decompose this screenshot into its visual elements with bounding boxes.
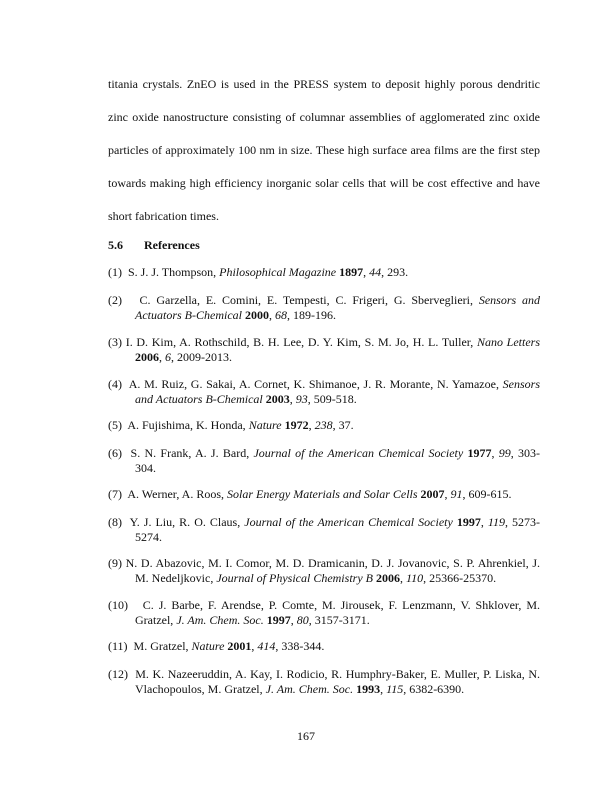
ref-pages: 338-344.	[281, 639, 325, 653]
ref-volume: 6	[165, 350, 171, 364]
ref-journal: Journal of Physical Chemistry B	[216, 571, 373, 585]
ref-pages: 509-518.	[313, 392, 357, 406]
ref-journal: J. Am. Chem. Soc.	[265, 682, 354, 696]
ref-journal: Journal of the American Chemical Society	[253, 446, 464, 460]
ref-volume: 119	[487, 515, 505, 529]
ref-year: 2006	[135, 350, 159, 364]
reference-item: (8) Y. J. Liu, R. O. Claus, Journal of the American Chemical Society 1997, 119, 5273- 5274.	[108, 515, 541, 544]
paragraph-line: particles of approximately 100 nm in size. These high surface area films are the first step	[108, 143, 540, 157]
ref-pages: 293.	[387, 265, 409, 279]
ref-volume: 414	[257, 639, 276, 653]
ref-year: 1977	[467, 446, 492, 460]
ref-number: (10)	[108, 598, 128, 612]
ref-pages: 6382-6390.	[409, 682, 465, 696]
ref-authors: N. D. Abazovic, M. I. Comor, M. D. Dramicanin, D. J. Jovanovic, S. P. Ahrenkiel, J.	[125, 556, 540, 570]
paragraph-line: towards making high efficiency inorganic solar cells that will be cost effective and have	[108, 176, 540, 190]
reference-item: (10) C. J. Barbe, F. Arendse, P. Comte, M. Jirousek, F. Lenzmann, V. Shklover, M. Gratzel, J. Am. Chem. Soc. 1997, 80, 3157-3171.	[108, 598, 541, 627]
ref-number: (3)	[108, 335, 122, 349]
ref-year: 2006	[375, 571, 400, 585]
reference-item: (12) M. K. Nazeeruddin, A. Kay, I. Rodicio, R. Humphry-Baker, E. Muller, P. Liska, N. Vlachopoulos, M. Gratzel, J. Am. Chem. Soc. 1993, 115, 6382-6390.	[108, 667, 541, 696]
reference-item: (3) I. D. Kim, A. Rothschild, B. H. Lee, D. Y. Kim, S. M. Jo, H. L. Tuller, Nano Letters 2006, 6, 2009-2013.	[108, 335, 541, 364]
reference-item: (2) C. Garzella, E. Comini, E. Tempesti, C. Frigeri, G. Sberveglieri, Sensors and Actuators B-Chemical 2000, 68, 189-196.	[108, 293, 541, 322]
ref-volume: 80	[296, 613, 309, 627]
ref-number: (6)	[108, 446, 122, 460]
ref-journal: Journal of the American Chemical Society	[244, 515, 453, 529]
ref-journal: and Actuators B-Chemical	[135, 392, 263, 406]
ref-number: (1)	[108, 265, 122, 279]
ref-journal: J. Am. Chem. Soc.	[176, 613, 264, 627]
ref-number: (4)	[108, 377, 122, 391]
section-number: 5.6	[108, 238, 123, 252]
section-heading	[108, 238, 200, 253]
ref-volume: 91	[450, 487, 463, 501]
reference-item: (7) A. Werner, A. Roos, Solar Energy Materials and Solar Cells 2007, 91, 609-615.	[108, 487, 512, 501]
ref-authors: A. Fujishima, K. Honda,	[127, 418, 249, 432]
ref-pages: 25366-25370.	[429, 571, 497, 585]
ref-authors: A. M. Ruiz, G. Sakai, A. Cornet, K. Shimanoe, J. R. Morante, N. Yamazoe,	[128, 377, 503, 391]
ref-journal: Nano Letters	[476, 335, 541, 349]
ref-pages: 5274.	[135, 530, 162, 544]
page-number: 167	[297, 729, 315, 743]
ref-volume: 99	[498, 446, 511, 460]
ref-journal: Solar Energy Materials and Solar Cells	[227, 487, 418, 501]
reference-item: (11) M. Gratzel, Nature 2001, 414, 338-344.	[108, 639, 325, 653]
ref-authors: I. D. Kim, A. Rothschild, B. H. Lee, D. Y. Kim, S. M. Jo, H. L. Tuller,	[125, 335, 477, 349]
ref-year: 2001	[227, 639, 252, 653]
ref-authors: S. N. Frank, A. J. Bard,	[130, 446, 254, 460]
ref-volume: 110	[405, 571, 424, 585]
ref-number: (2)	[108, 293, 122, 307]
ref-journal: Nature	[191, 639, 225, 653]
ref-journal: Actuators B-Chemical	[135, 308, 242, 322]
ref-number: (5)	[108, 418, 122, 432]
ref-authors: A. Werner, A. Roos,	[127, 487, 227, 501]
ref-volume: 93	[295, 392, 308, 406]
ref-pages: 303-	[518, 446, 540, 460]
ref-authors: Vlachopoulos, M. Gratzel,	[135, 682, 266, 696]
ref-year: 1972	[284, 418, 309, 432]
ref-pages: 304.	[135, 461, 156, 475]
ref-volume: 68	[274, 308, 287, 322]
section-title: References	[144, 238, 200, 252]
ref-year: 2000	[244, 308, 269, 322]
ref-number: (9)	[108, 556, 122, 570]
ref-year: 1997	[266, 613, 291, 627]
ref-number: (11)	[108, 639, 128, 653]
ref-authors: C. J. Barbe, F. Arendse, P. Comte, M. Jirousek, F. Lenzmann, V. Shklover, M.	[142, 598, 541, 612]
ref-pages: 3157-3171.	[314, 613, 370, 627]
reference-item: (9) N. D. Abazovic, M. I. Comor, M. D. Dramicanin, D. J. Jovanovic, S. P. Ahrenkiel, J. M. Nedeljkovic, Journal of Physical Chemistry B 2006, 110, 25366-25370.	[108, 556, 540, 585]
ref-year: 2007	[420, 487, 445, 501]
ref-year: 2003	[265, 392, 290, 406]
paragraph-line: titania crystals. ZnEO is used in the PRESS system to deposit highly porous dendritic	[108, 77, 540, 91]
ref-authors: M. Gratzel,	[133, 639, 192, 653]
ref-pages: 2009-2013.	[177, 350, 232, 364]
ref-authors: M. K. Nazeeruddin, A. Kay, I. Rodicio, R. Humphry-Baker, E. Muller, P. Liska, N.	[135, 667, 541, 681]
ref-journal: Nature	[248, 418, 282, 432]
ref-authors: M. Nedeljkovic,	[135, 571, 217, 585]
ref-authors: Y. J. Liu, R. O. Claus,	[129, 515, 245, 529]
ref-pages: 609-615.	[468, 487, 512, 501]
ref-journal: Philosophical Magazine	[219, 265, 337, 279]
paragraph-line: zinc oxide nanostructure consisting of columnar assemblies of agglomerated zinc oxide	[108, 110, 540, 124]
ref-journal: Sensors and	[478, 293, 541, 307]
ref-authors: Gratzel,	[135, 613, 177, 627]
ref-volume: 115	[386, 682, 404, 696]
ref-pages: 189-196.	[292, 308, 336, 322]
reference-item: (4) A. M. Ruiz, G. Sakai, A. Cornet, K. Shimanoe, J. R. Morante, N. Yamazoe, Sensors and Actuators B-Chemical 2003, 93, 509-518.	[108, 377, 540, 406]
ref-pages: 5273-	[512, 515, 541, 529]
reference-item: (5) A. Fujishima, K. Honda, Nature 1972, 238, 37.	[108, 418, 354, 432]
ref-authors: C. Garzella, E. Comini, E. Tempesti, C. Frigeri, G. Sberveglieri,	[139, 293, 479, 307]
ref-pages: 37.	[338, 418, 354, 432]
reference-item: (1) S. J. J. Thompson, Philosophical Magazine 1897, 44, 293.	[108, 265, 409, 279]
ref-year: 1993	[356, 682, 381, 696]
ref-volume: 44	[369, 265, 382, 279]
ref-year: 1997	[456, 515, 481, 529]
ref-year: 1897	[339, 265, 364, 279]
ref-number: (12)	[108, 667, 128, 681]
ref-number: (8)	[108, 515, 122, 529]
paragraph-line: short fabrication times.	[108, 209, 219, 223]
ref-journal: Sensors	[502, 377, 540, 391]
ref-authors: S. J. J. Thompson,	[128, 265, 220, 279]
reference-item: (6) S. N. Frank, A. J. Bard, Journal of the American Chemical Society 1977, 99, 303- 304.	[108, 446, 540, 475]
ref-volume: 238	[314, 418, 333, 432]
ref-number: (7)	[108, 487, 122, 501]
